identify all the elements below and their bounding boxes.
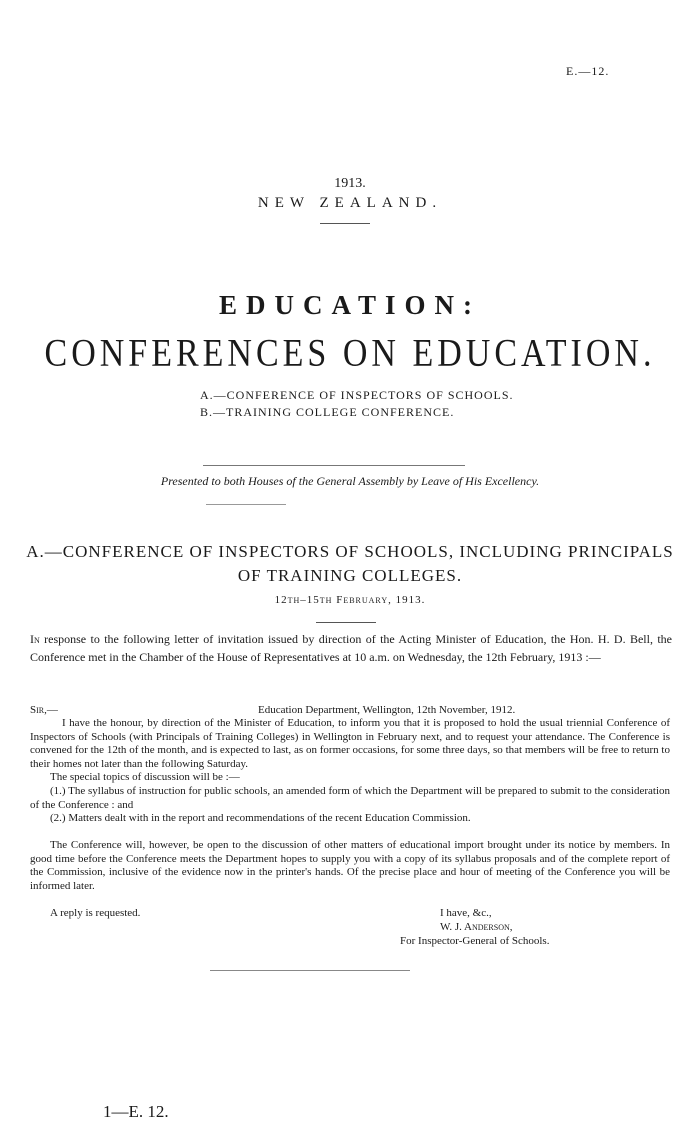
main-title: EDUCATION: [218, 290, 481, 320]
letter-closing: I have, &c., [440, 907, 492, 919]
section-dates: 12th–15th February, 1913. [274, 594, 426, 606]
letter-paragraph: I have the honour, by direction of the Minister of Education, to inform you that it is proposed to hold the usual triennial Conference of Inspectors of Schools (with Principals of Training Colleges) in Wellington in February next, and to request your attendance. The Conference is convened for the 12th of the month, and is expected to last, as on former occasions, for some three days, so that members will be free to return to their homes not later than the following Saturday. [30, 717, 670, 770]
country-heading: NEW ZEALAND. [257, 195, 443, 211]
signature-name: W. J. Anderson, [440, 921, 513, 933]
contents-item-b: B.—TRAINING COLLEGE CONFERENCE. [200, 405, 455, 419]
letter-paragraph: (2.) Matters dealt with in the report and recommendations of the recent Education Commission. [50, 812, 471, 824]
letter-paragraph: (1.) The syllabus of instruction for public schools, an amended form of which the Department will be prepared to submit to the consideration of the Conference : and [30, 785, 670, 811]
signature-title: For Inspector-General of Schools. [400, 935, 550, 947]
letter-salutation: Sir,— [30, 704, 58, 716]
letter-header: Education Department, Wellington, 12th November, 1912. [258, 704, 516, 716]
intro-text: response to the following letter of invitation issued by direction of the Acting Minister of Education, the Hon. H. D. Bell, the Conference met in the Chamber of the House of Representatives at 10 a.m. on Wednesday, the 12th February, 1913 :— [30, 632, 672, 664]
divider-rule [210, 970, 410, 971]
intro-lead-word: In [30, 632, 40, 646]
divider-rule [320, 223, 370, 224]
section-title: A.—CONFERENCE OF INSPECTORS OF SCHOOLS, INCLUDING PRINCIPALS [26, 542, 674, 561]
divider-rule [203, 465, 465, 466]
presented-line: Presented to both Houses of the General Assembly by Leave of His Excellency. [160, 474, 540, 488]
document-reference: E.—12. [566, 64, 610, 78]
publication-year: 1913. [334, 176, 366, 191]
divider-rule [316, 622, 376, 623]
letter-paragraph: The Conference will, however, be open to the discussion of other matters of educational import brought under its notice by members. In good time before the Conference meets the Department hopes to supply you with a copy of its syllabus proposals and of the complete report of the Commission, inclusive of the evidence now in the printer's hands. Of the precise place and hour of meeting of the Conference you will be informed later. [30, 839, 670, 892]
section-title-continued: OF TRAINING COLLEGES. [237, 566, 463, 585]
page-number: 1—E. 12. [103, 1102, 169, 1121]
contents-item-a: A.—CONFERENCE OF INSPECTORS OF SCHOOLS. [200, 388, 514, 402]
reply-request: A reply is requested. [50, 907, 141, 919]
letter-paragraph: The special topics of discussion will be :— [50, 771, 240, 783]
sub-title: CONFERENCES ON EDUCATION. [44, 332, 656, 375]
intro-paragraph [30, 630, 672, 666]
divider-rule [206, 504, 286, 505]
